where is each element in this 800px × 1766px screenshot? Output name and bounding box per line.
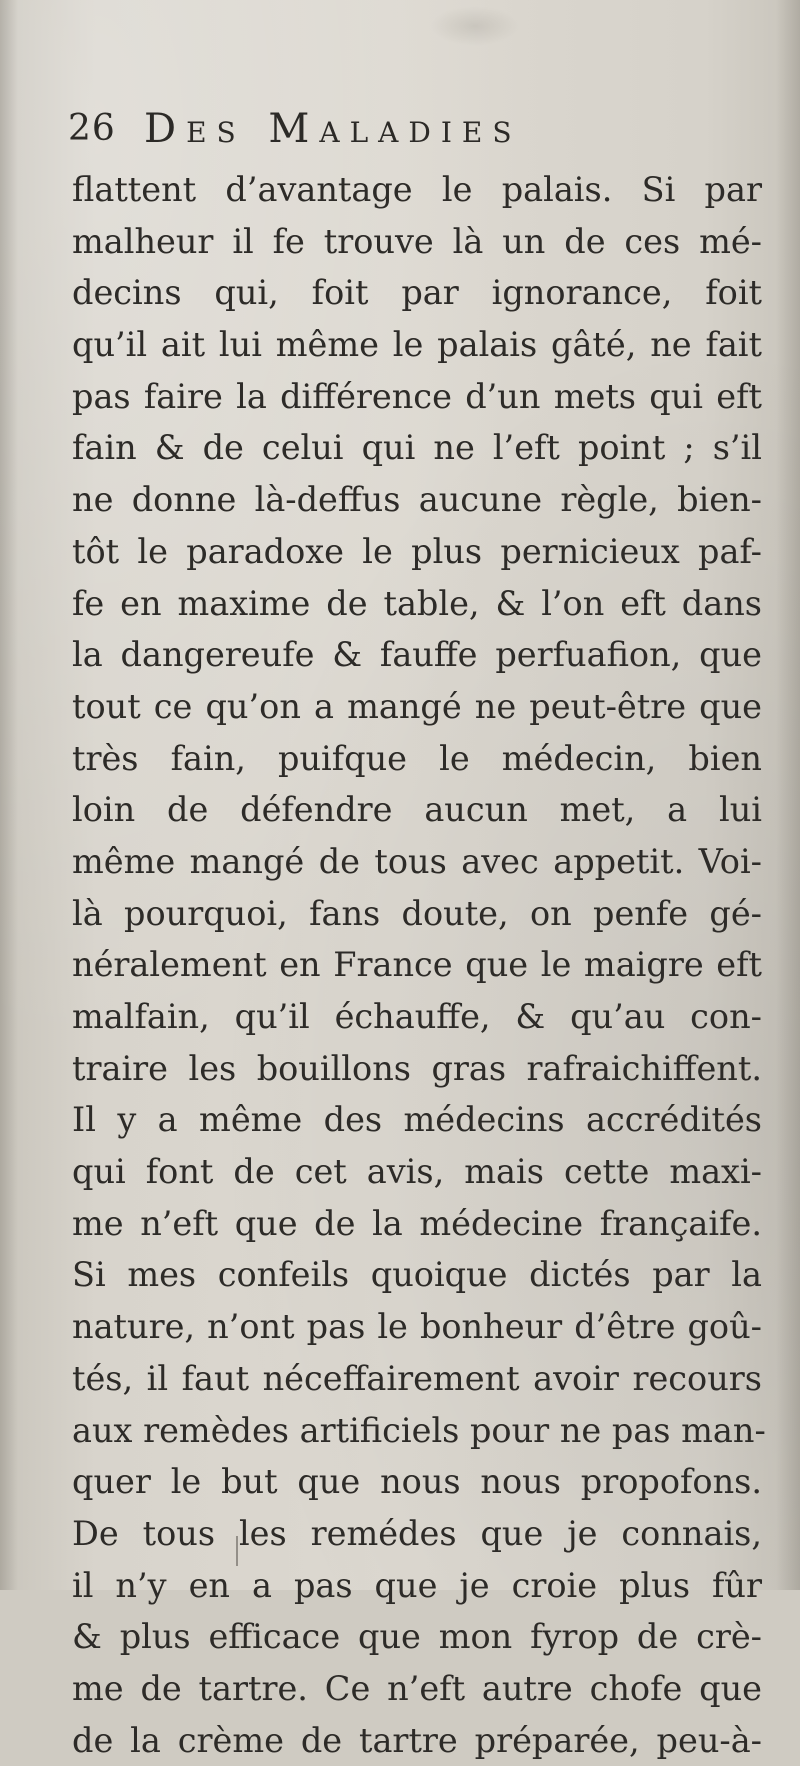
text-line: là pourquoi, fans doute, on penfe gé- — [72, 893, 762, 933]
text-line: aux remèdes artificiels pour ne pas man- — [72, 1410, 766, 1450]
text-line: flattent d’avantage le palais. Si par — [72, 170, 762, 209]
text-line: tôt le paradoxe le plus pernicieux paf- — [72, 531, 762, 571]
text-line: & plus efficace que mon fyrop de crè- — [72, 1617, 762, 1657]
text-line: Si mes confeils quoique dictés par la — [72, 1255, 762, 1295]
text-line: Il y a même des médecins accrédités — [72, 1100, 762, 1140]
running-head — [68, 102, 748, 158]
text-line: très fain, puifque le médecin, bien — [72, 738, 762, 778]
text-line: tout ce qu’on a mangé ne peut-être que — [72, 686, 762, 726]
text-line: la dangereufe & fauffe perfuafion, que — [72, 635, 762, 675]
stray-mark — [236, 1536, 238, 1566]
text-line: malfain, qu’il échauffe, & qu’au con- — [72, 997, 762, 1036]
text-line: qu’il ait lui même le palais gâté, ne fait — [72, 325, 762, 365]
text-line: decins qui, foit par ignorance, foit — [72, 273, 762, 313]
text-line: quer le but que nous nous propofons. — [72, 1462, 762, 1502]
text-line: même mangé de tous avec appetit. Voi- — [72, 841, 762, 881]
text-line: loin de défendre aucun met, a lui — [72, 790, 762, 830]
text-line: qui font de cet avis, mais cette maxi- — [72, 1152, 762, 1192]
body-text — [72, 164, 766, 1766]
text-line: il n’y en a pas que je croie plus fûr — [72, 1565, 762, 1605]
page-edge-shadow-right — [776, 0, 800, 1590]
page-number: 26 — [68, 108, 116, 149]
text-line: fe en maxime de table, & l’on eft dans — [72, 583, 762, 623]
text-line: tés, il faut néceffairement avoir recours — [72, 1358, 762, 1398]
ink-bleed-mark — [430, 6, 520, 46]
text-line: néralement en France que le maigre eft — [72, 945, 762, 985]
text-line: fain & de celui qui ne l’eft point ; s’il — [72, 428, 762, 468]
text-line: pas faire la différence d’un mets qui eft — [72, 376, 762, 416]
text-line: De tous les remédes que je connais, — [72, 1513, 762, 1553]
text-line: de la crème de tartre préparée, peu-à- — [72, 1720, 762, 1760]
text-line: me de tartre. Ce n’eft autre chofe que — [72, 1668, 762, 1708]
text-line: me n’eft que de la médecine françaife. — [72, 1203, 762, 1243]
text-line: traire les bouillons gras rafraichiffent. — [72, 1048, 762, 1088]
running-title: Des Maladies — [144, 106, 522, 152]
text-line: malheur il fe trouve là un de ces mé- — [72, 221, 762, 261]
text-line: ne donne là-deffus aucune règle, bien- — [72, 480, 762, 520]
page-edge-shadow-left — [0, 0, 18, 1590]
text-line: nature, n’ont pas le bonheur d’être goû- — [72, 1307, 762, 1347]
